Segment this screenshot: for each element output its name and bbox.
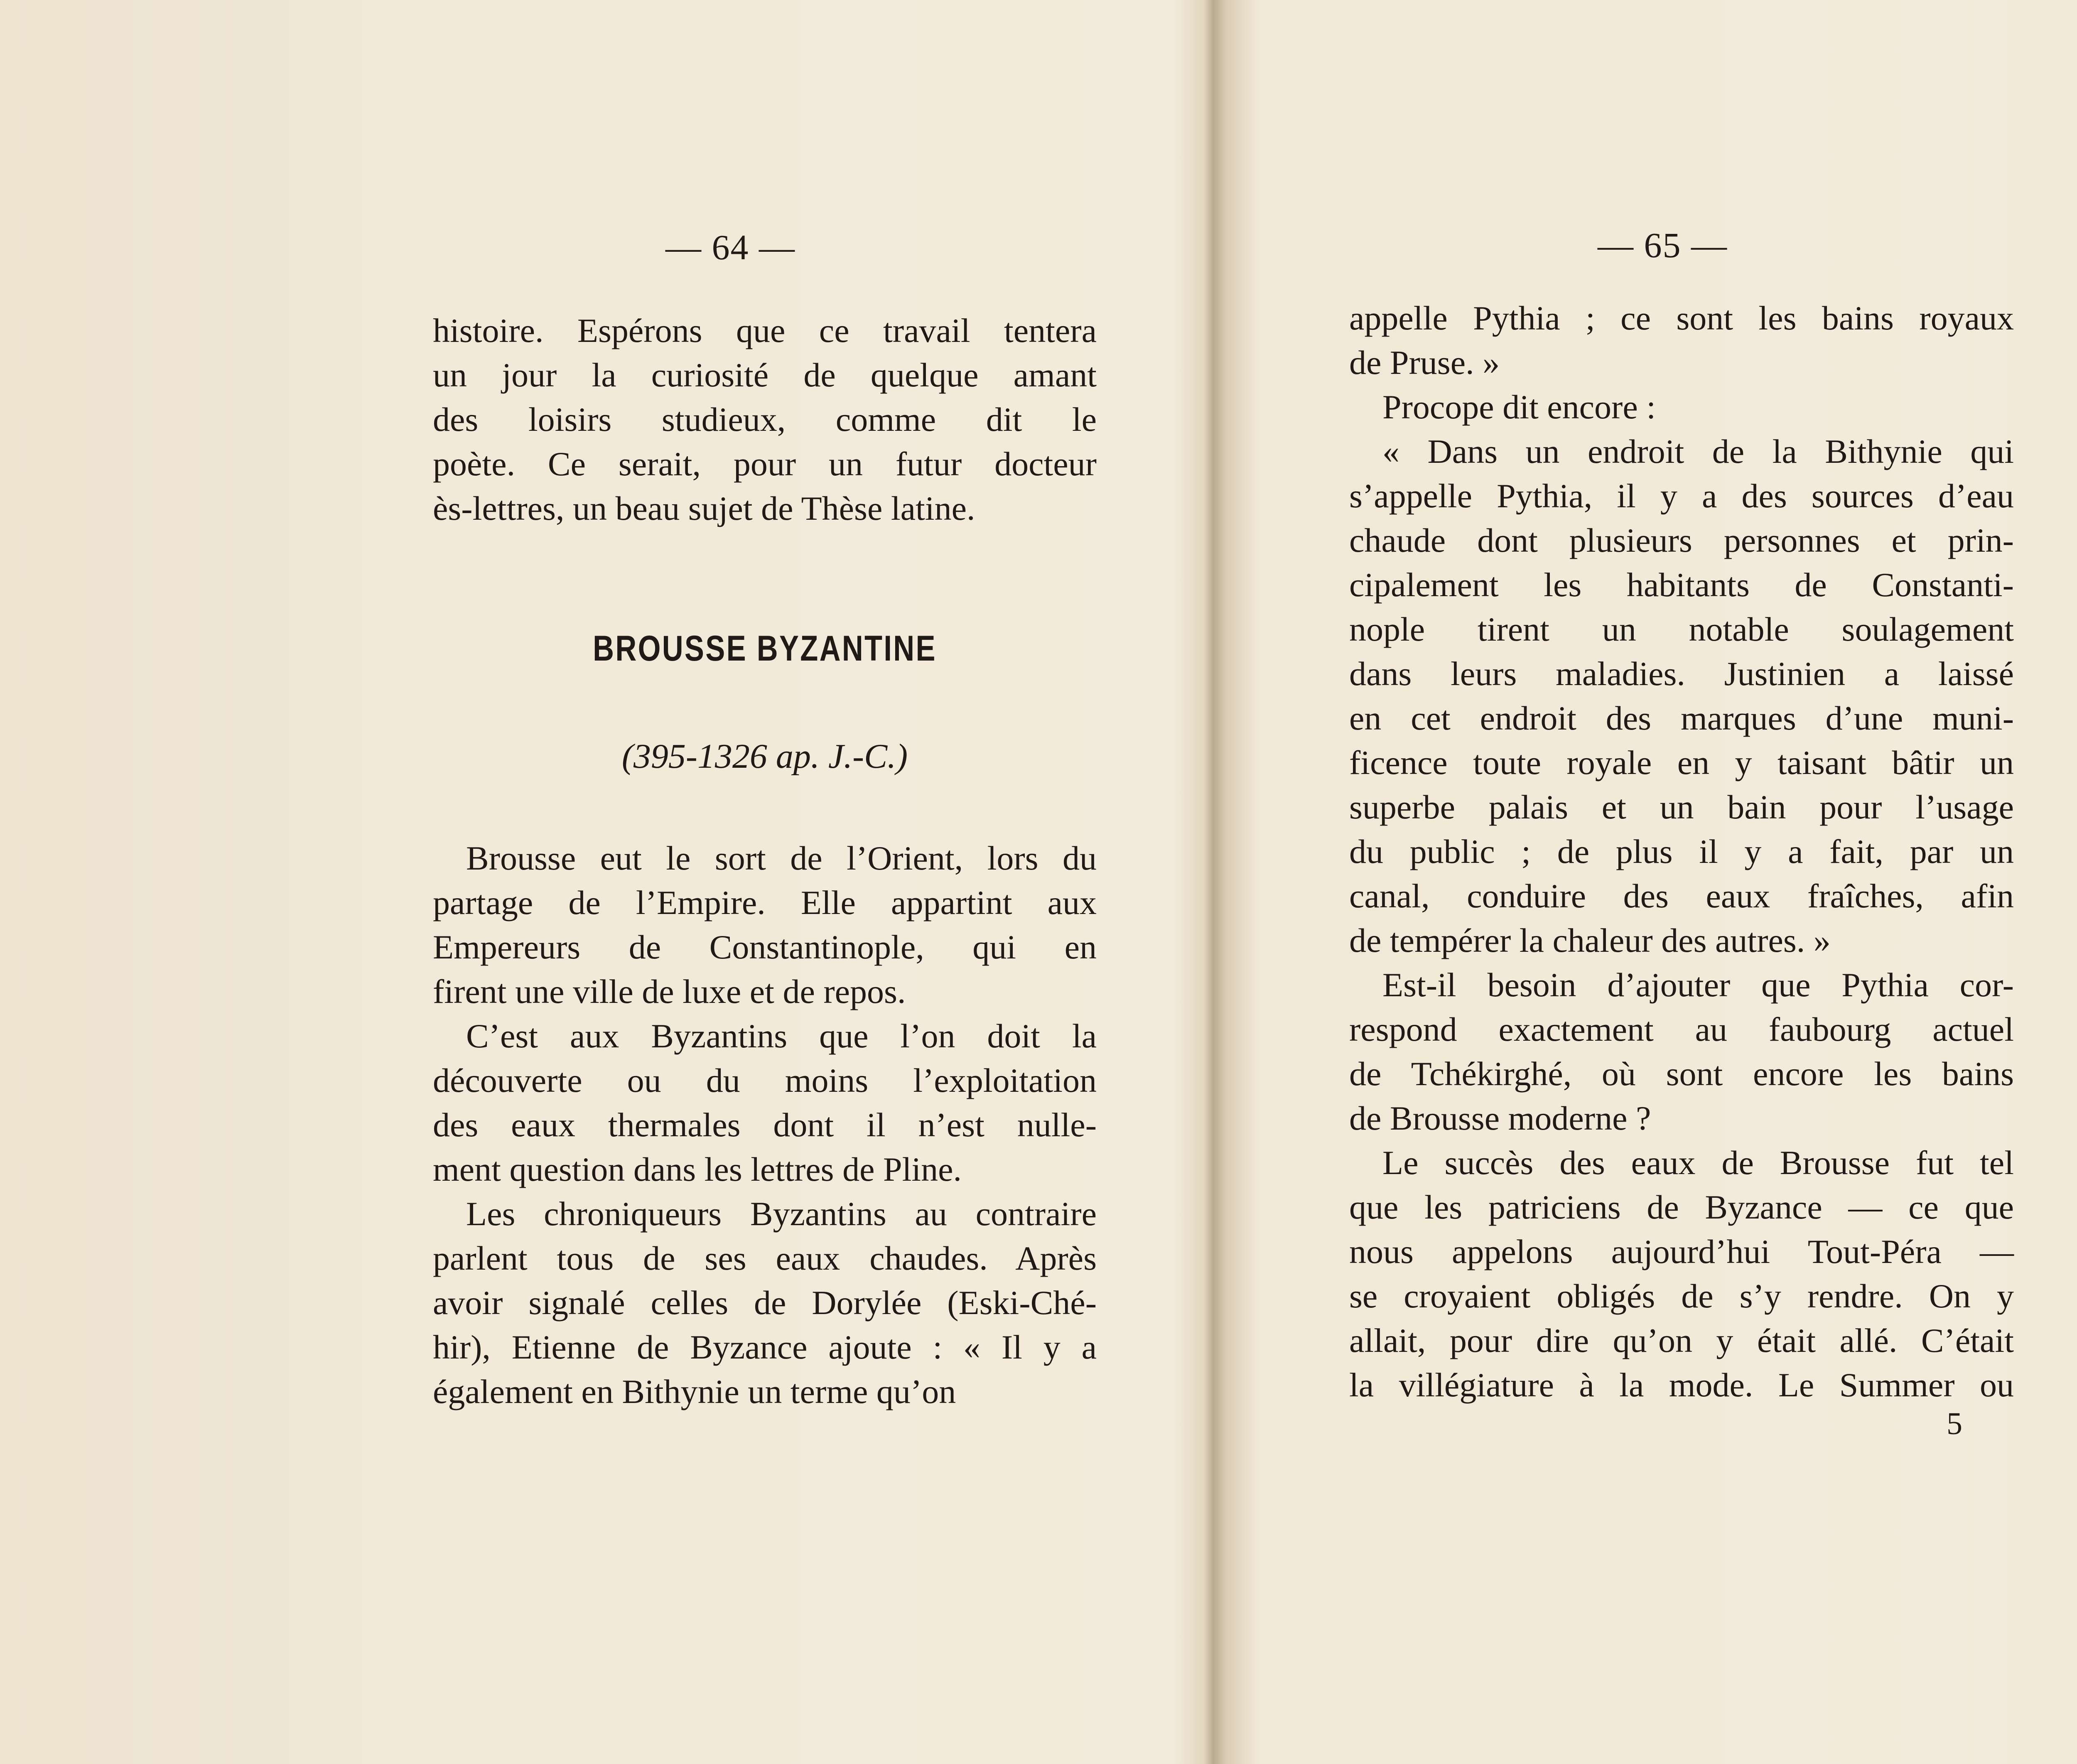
text-line: respond exactement au faubourg actuel (1349, 1010, 2014, 1048)
text-line: en cet endroit des marques d’une muni- (1349, 699, 2014, 737)
text-line: de Tchékirghé, où sont encore les bains (1349, 1055, 2014, 1093)
section-heading: BROUSSE BYZANTINE (593, 629, 937, 668)
text-line: histoire. Espérons que ce travail tentera (433, 312, 1097, 349)
text-line: ment question dans les lettres de Pline. (433, 1150, 962, 1188)
text-line: chaude dont plusieurs personnes et prin- (1349, 521, 2014, 559)
text-line: Le succès des eaux de Brousse fut tel (1382, 1144, 2014, 1182)
text-line: s’appelle Pythia, il y a des sources d’eau (1349, 477, 2014, 515)
text-line: Procope dit encore : (1382, 388, 1656, 426)
text-line: canal, conduire des eaux fraîches, afin (1349, 877, 2014, 915)
text-line: firent une ville de luxe et de repos. (433, 973, 906, 1010)
text-line: des eaux thermales dont il n’est nulle- (433, 1106, 1097, 1144)
text-line: appelle Pythia ; ce sont les bains royaux (1349, 299, 2014, 337)
text-line: se croyaient obligés de s’y rendre. On y (1349, 1277, 2014, 1315)
text-line: hir), Etienne de Byzance ajoute : « Il y a (433, 1328, 1097, 1366)
text-line: de tempérer la chaleur des autres. » (1349, 921, 1831, 959)
signature-mark: 5 (1947, 1406, 1962, 1441)
text-line: Empereurs de Constantinople, qui en (433, 928, 1097, 966)
text-line: nople tirent un notable soulagement (1349, 610, 2014, 648)
text-line: Les chroniqueurs Byzantins au contraire (466, 1195, 1097, 1233)
text-line: partage de l’Empire. Elle appartint aux (433, 884, 1097, 921)
page-number-left: — 64 — (665, 227, 795, 267)
text-line: superbe palais et un bain pour l’usage (1349, 788, 2014, 826)
left-body (433, 836, 1097, 1414)
text-line: cipalement les habitants de Constanti- (1349, 566, 2014, 604)
text-line: parlent tous de ses eaux chaudes. Après (433, 1239, 1097, 1277)
text-line: que les patriciens de Byzance — ce que (1349, 1188, 2014, 1226)
text-line: dans leurs maladies. Justinien a laissé (1349, 655, 2014, 693)
section-dates: (395-1326 ap. J.-C.) (621, 737, 908, 776)
text-line: ficence toute royale en y taisant bâtir un (1349, 744, 2014, 781)
text-line: C’est aux Byzantins que l’on doit la (466, 1017, 1097, 1055)
text-line: de Pruse. » (1349, 344, 1500, 381)
page-number-right: — 65 — (1598, 225, 1728, 265)
text-line: Brousse eut le sort de l’Orient, lors du (466, 839, 1097, 877)
text-line: la villégiature à la mode. Le Summer ou (1349, 1366, 2014, 1404)
text-line: des loisirs studieux, comme dit le (433, 400, 1097, 438)
text-line: allait, pour dire qu’on y était allé. C’était (1349, 1322, 2014, 1359)
text-line: également en Bithynie un terme qu’on (433, 1373, 956, 1410)
text-line: ès-lettres, un beau sujet de Thèse latine. (433, 489, 975, 527)
text-line: un jour la curiosité de quelque amant (433, 356, 1097, 394)
text-line: découverte ou du moins l’exploitation (433, 1061, 1097, 1099)
text-line: du public ; de plus il y a fait, par un (1349, 833, 2014, 870)
left-intro-paragraph (433, 308, 1097, 531)
text-line: de Brousse moderne ? (1349, 1099, 1651, 1137)
text-line: nous appelons aujourd’hui Tout-Péra — (1349, 1233, 2014, 1270)
text-line: « Dans un endroit de la Bithynie qui (1382, 432, 2014, 470)
text-line: avoir signalé celles de Dorylée (Eski-Ché- (433, 1284, 1097, 1322)
right-page (1229, 0, 2077, 1764)
right-body (1349, 296, 2014, 1407)
text-line: Est-il besoin d’ajouter que Pythia cor- (1382, 966, 2014, 1004)
text-line: poète. Ce serait, pour un futur docteur (433, 445, 1097, 483)
